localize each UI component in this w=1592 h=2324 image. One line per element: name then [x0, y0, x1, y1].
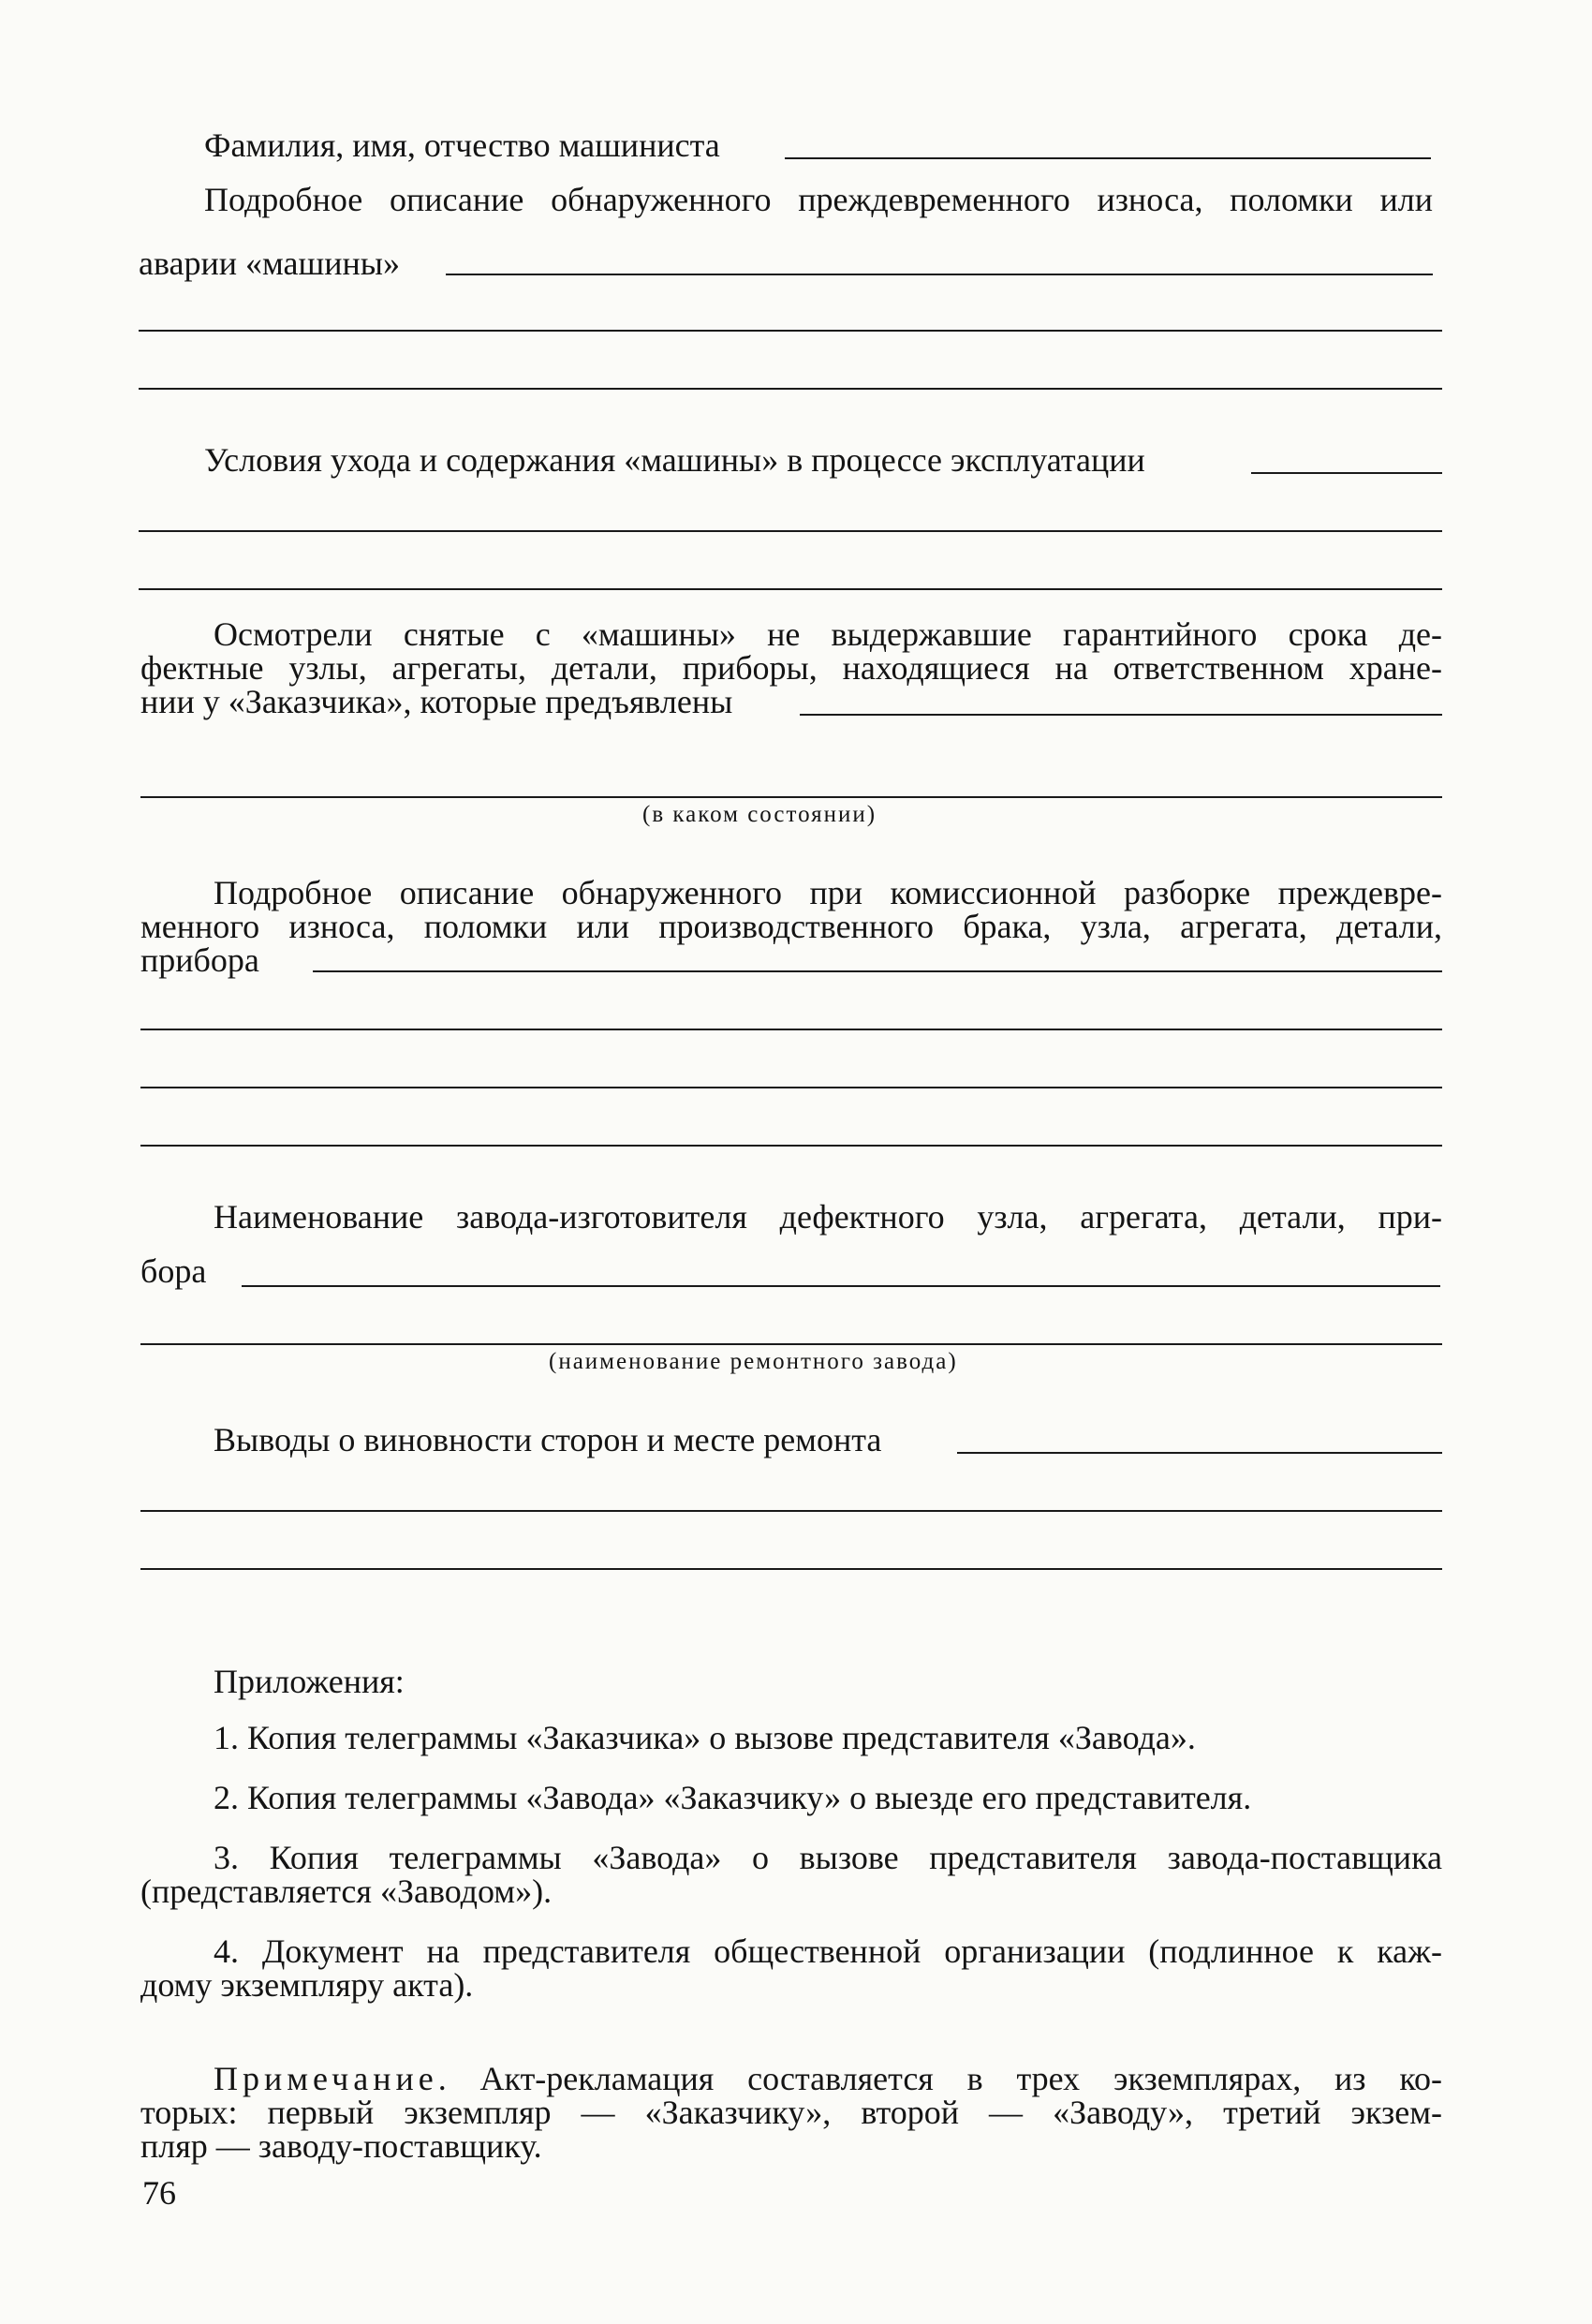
inspected-parts-label: фектные узлы, агрегаты, детали, приборы, находящиеся на ответственном хране-	[140, 649, 1442, 687]
damage-description-label-cont: аварии «машины»	[139, 244, 400, 282]
attachment-item-cont: (представляется «Заводом»).	[140, 1873, 553, 1910]
manufacturer-label: Наименование завода-изготовителя дефектного узла, агрегата, детали, при-	[214, 1198, 1442, 1236]
damage-description-line[interactable]	[139, 330, 1442, 332]
disassembly-description-label: прибора	[140, 941, 259, 979]
note-text: пляр — заводу-поставщику.	[140, 2127, 542, 2165]
manufacturer-line[interactable]	[242, 1285, 1440, 1287]
care-conditions-label: Условия ухода и содержания «машины» в процессе эксплуатации	[204, 441, 1145, 479]
attachments-heading: Приложения:	[214, 1663, 405, 1700]
conclusions-line[interactable]	[957, 1452, 1442, 1454]
attachment-item: 1. Копия телеграммы «Заказчика» о вызове представителя «Завода».	[214, 1719, 1196, 1756]
conclusions-line[interactable]	[140, 1568, 1442, 1570]
repair-plant-line[interactable]	[140, 1343, 1442, 1345]
inspected-parts-label: нии у «Заказчика», которые предъявлены	[140, 683, 733, 720]
manufacturer-label-cont: бора	[140, 1252, 207, 1290]
attachment-item: 3. Копия телеграммы «Завода» о вызове представителя завода-поставщика	[214, 1839, 1442, 1876]
note-text: торых: первый экземпляр — «Заказчику», второй — «Заводу», третий экзем-	[140, 2094, 1442, 2131]
disassembly-description-line[interactable]	[140, 1145, 1442, 1147]
disassembly-description-line[interactable]	[313, 970, 1442, 972]
disassembly-description-line[interactable]	[140, 1087, 1442, 1088]
inspected-parts-line[interactable]	[800, 714, 1442, 716]
state-caption: (в каком состоянии)	[642, 802, 877, 827]
disassembly-description-label: менного износа, поломки или производственного брака, узла, агрегата, детали,	[140, 908, 1442, 945]
page-number: 76	[142, 2174, 176, 2212]
conclusions-label: Выводы о виновности сторон и месте ремонта	[214, 1421, 882, 1458]
repair-plant-caption: (наименование ремонтного завода)	[549, 1349, 958, 1374]
conclusions-line[interactable]	[140, 1510, 1442, 1512]
attachment-item-cont: дому экземпляру акта).	[140, 1966, 474, 2004]
disassembly-description-label: Подробное описание обнаруженного при комиссионной разборке преждевре-	[214, 874, 1442, 911]
care-conditions-line[interactable]	[139, 530, 1442, 532]
note-paragraph	[214, 2061, 1442, 2096]
attachment-item: 4. Документ на представителя общественной организации (подлинное к каж-	[214, 1932, 1442, 1970]
inspected-parts-state-line[interactable]	[140, 796, 1442, 798]
damage-description-line[interactable]	[139, 388, 1442, 390]
driver-name-field-line[interactable]	[785, 157, 1431, 159]
attachment-item: 2. Копия телеграммы «Завода» «Заказчику» о выезде его представителя.	[214, 1779, 1252, 1816]
note-text: . Акт-рекламация составляется в трех экземплярах, из ко-	[437, 2060, 1442, 2097]
note-word: Примечание	[214, 2060, 438, 2097]
care-conditions-line[interactable]	[139, 588, 1442, 590]
inspected-parts-label: Осмотрели снятые с «машины» не выдержавшие гарантийного срока де-	[214, 615, 1442, 653]
damage-description-label: Подробное описание обнаруженного преждевременного износа, поломки или	[204, 181, 1433, 218]
disassembly-description-line[interactable]	[140, 1029, 1442, 1030]
damage-description-line[interactable]	[446, 274, 1433, 275]
care-conditions-line[interactable]	[1251, 472, 1442, 474]
driver-name-label: Фамилия, имя, отчество машиниста	[204, 126, 720, 164]
